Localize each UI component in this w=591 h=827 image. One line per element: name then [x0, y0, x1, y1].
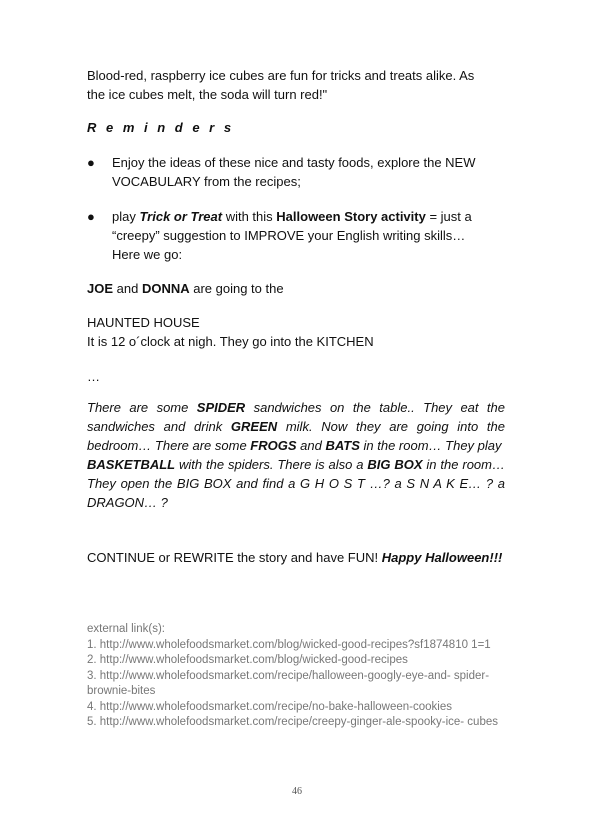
haunted-house-title: HAUNTED HOUSE — [87, 315, 200, 330]
story-text-6: with the spiders. There is also a — [175, 457, 368, 472]
trick-or-treat: Trick or Treat — [139, 209, 223, 224]
page-number: 46 — [292, 786, 302, 797]
story-text-3: milk. Now they are going into the bedroom… There are some — [87, 419, 505, 453]
word-basketball: BASKETBALL — [87, 457, 176, 472]
closing-paragraph — [87, 548, 505, 567]
ellipsis: … — [87, 369, 100, 384]
link-2[interactable]: 2. http://www.wholefoodsmarket.com/blog/wicked-good-recipes — [87, 654, 408, 666]
link-4[interactable]: 4. http://www.wholefoodsmarket.com/recipe/no-bake-halloween-cookies — [87, 700, 452, 713]
name-joe: JOE — [87, 281, 114, 296]
name-donna: DONNA — [141, 281, 190, 296]
bullet-item-2 — [87, 207, 505, 264]
bullet-dot-icon: ● — [87, 155, 95, 170]
bullet-2-line-1 — [112, 207, 505, 226]
bullet-1-line-2: VOCABULARY from the recipes; — [112, 174, 301, 189]
kitchen-line: It is 12 o´clock at nigh. They go into the KITCHEN — [87, 334, 374, 349]
story-text-1: There are some — [87, 400, 197, 415]
link-1[interactable]: 1. http://www.wholefoodsmarket.com/blog/wicked-good-recipes?sf1874810 1=1 — [87, 638, 491, 651]
bullet-2-pre: play — [112, 209, 140, 224]
word-spider: SPIDER — [196, 400, 246, 415]
word-frogs: FROGS — [250, 438, 297, 453]
reminders-heading: R e m i n d e r s — [87, 120, 235, 135]
and-text: and — [113, 281, 142, 296]
story-paragraph — [87, 398, 505, 512]
story-text-2: sandwiches on the table.. They eat the sandwiches and drink — [87, 400, 505, 434]
intro-line-2: the ice cubes melt, the soda will turn red!" — [87, 87, 328, 102]
haunted-house-block — [87, 313, 505, 351]
halloween-story-activity: Halloween Story activity — [276, 209, 426, 224]
closing-text: CONTINUE or REWRITE the story and have FUN! — [87, 550, 382, 565]
bullet-item-1 — [87, 153, 505, 191]
links-heading: external link(s): — [87, 623, 165, 635]
bullet-2-line-3: Here we go: — [112, 247, 183, 262]
story-text-4: and — [296, 438, 326, 453]
bullet-1-line-1: Enjoy the ideas of these nice and tasty foods, explore the NEW — [112, 155, 476, 170]
bullet-2-line-2: “creepy” suggestion to IMPROVE your English writing skills… — [112, 228, 466, 243]
characters-rest: are going to the — [189, 281, 284, 296]
word-big-box: BIG BOX — [367, 457, 423, 472]
bullet-2-post: = just a — [425, 209, 472, 224]
intro-line-1: Blood-red, raspberry ice cubes are fun for tricks and treats alike. As — [87, 68, 475, 83]
word-green: GREEN — [230, 419, 278, 434]
bullet-dot-icon: ● — [87, 209, 95, 224]
link-5[interactable]: 5. http://www.wholefoodsmarket.com/recipe/creepy-ginger-ale-spooky-ice- cubes — [87, 716, 498, 728]
link-3[interactable]: 3. http://www.wholefoodsmarket.com/recipe/halloween-googly-eye-and- spider-brownie-bites — [87, 669, 490, 697]
story-text-7: in the room… They open the BIG BOX and find a G H O S T …? a S N A K E… ? a DRAGON… ? — [87, 457, 505, 510]
bullet-2-mid: with this — [222, 209, 277, 224]
external-links — [87, 622, 505, 731]
intro-paragraph — [87, 66, 505, 104]
story-text-5: in the room… They play — [359, 438, 502, 453]
characters-line — [87, 279, 284, 298]
happy-halloween: Happy Halloween!!! — [381, 550, 503, 565]
word-bats: BATS — [325, 438, 360, 453]
